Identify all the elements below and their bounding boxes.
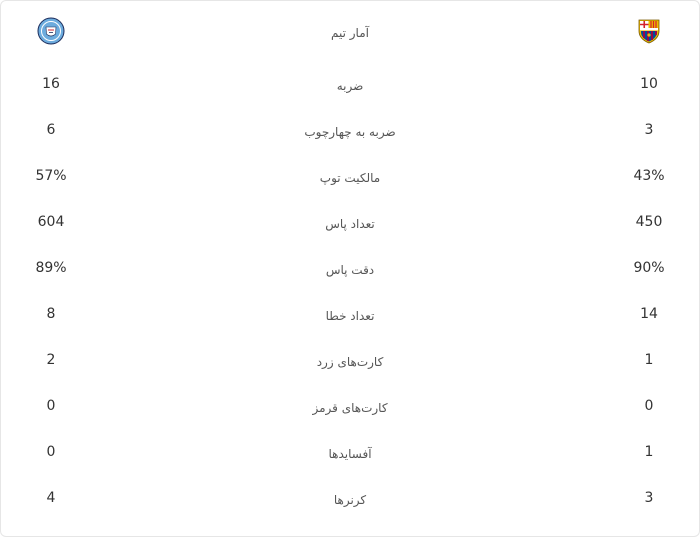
stat-label: تعداد پاس [325,216,375,231]
stat-label: کارت‌های زرد [316,354,384,369]
home-stat-value: 89% [35,260,67,276]
home-team-logo [1,17,101,45]
away-stat-value: 43% [633,168,665,184]
home-stat-value: 4 [46,490,56,506]
stat-label: دقت پاس [325,262,375,277]
stat-row-passes [1,199,699,245]
stat-label: ضربه به چهارچوب [304,124,396,139]
away-team-logo [599,17,699,45]
home-stat-value: 8 [46,306,56,322]
away-stat-value: 3 [644,490,654,506]
away-stat-value: 90% [633,260,665,276]
stat-row-fouls [1,291,699,337]
home-stat-value: 2 [46,352,56,368]
stat-row-corners [1,475,699,521]
manchester-city-crest-icon [37,17,65,45]
away-stat-value: 1 [644,444,654,460]
home-stat-value: 57% [35,168,67,184]
stat-label: تعداد خطا [325,308,375,323]
fc-barcelona-crest-icon [635,17,663,45]
home-stat-value: 6 [46,122,56,138]
away-stat-value: 450 [635,214,663,230]
stat-row-pass-accuracy [1,245,699,291]
home-stat-value: 604 [37,214,65,230]
stat-label: مالکیت توپ [319,170,381,185]
away-stat-value: 10 [640,76,658,92]
away-stat-value: 1 [644,352,654,368]
stat-row-offsides [1,429,699,475]
stat-row-yellow-cards [1,337,699,383]
away-stat-value: 3 [644,122,654,138]
stat-row-red-cards [1,383,699,429]
stat-label: آفسایدها [328,446,372,461]
stat-row-shots-on-target [1,107,699,153]
stat-row-possession [1,153,699,199]
home-stat-value: 0 [46,398,56,414]
stats-header [1,1,699,61]
home-stat-value: 16 [42,76,60,92]
stat-label: کرنرها [333,492,367,507]
stat-label: ضربه [336,78,364,93]
home-stat-value: 0 [46,444,56,460]
stat-label: کارت‌های قرمز [312,400,388,415]
stat-row-shots [1,61,699,107]
away-stat-value: 14 [640,306,658,322]
away-stat-value: 0 [644,398,654,414]
page-title: آمار تیم [331,25,369,40]
